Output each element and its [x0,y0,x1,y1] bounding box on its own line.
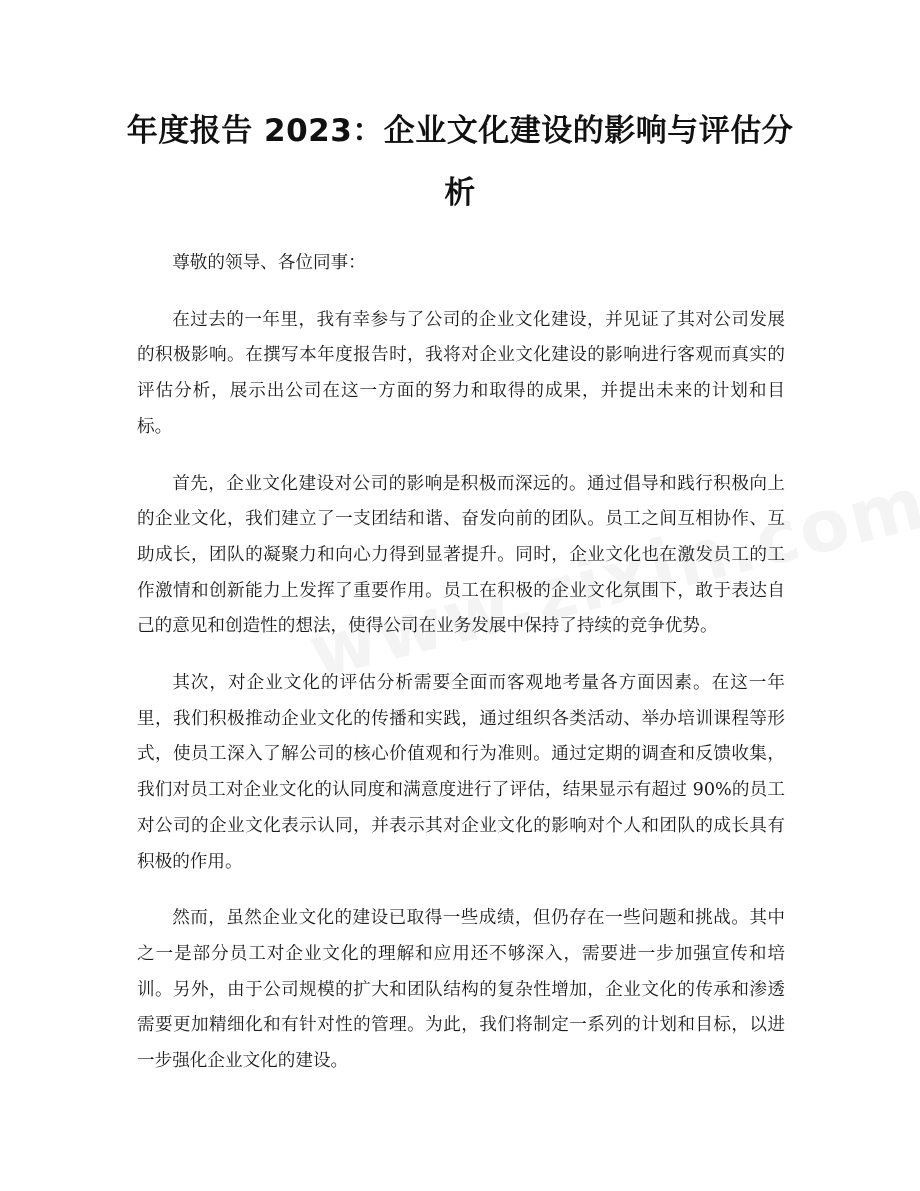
document-title: 年度报告 2023：企业文化建设的影响与评估分析 [126,113,794,211]
paragraph-intro: 在过去的一年里，我有幸参与了公司的企业文化建设，并见证了其对公司发展的积极影响。在撰写本年度报告时，我将对企业文化建设的影响进行客观而真实的评估分析，展示出公司在这一方面的努力和取得的成果，并提出未来的计划和目标。 [137,309,785,437]
document-body [137,246,785,1101]
paragraph-however: 然而，虽然企业文化的建设已取得一些成绩，但仍存在一些问题和挑战。其中之一是部分员工对企业文化的理解和应用还不够深入，需要进一步加强宣传和培训。另外，由于公司规模的扩大和团队结构的复杂性增加，企业文化的传承和渗透需要更加精细化和有针对性的管理。为此，我们将制定一系列的计划和目标，以进一步强化企业文化的建设。 [137,908,785,1072]
paragraph-second: 其次，对企业文化的评估分析需要全面而客观地考量各方面因素。在这一年里，我们积极推动企业文化的传播和实践，通过组织各类活动、举办培训课程等形式，使员工深入了解公司的核心价值观和行为准则。通过定期的调查和反馈收集，我们对员工对企业文化的认同度和满意度进行了评估，结果显示有超过 90%的员工对公司的企业文化表示认同，并表示其对企业文化的影响对个人和团队的成长具有积极的作用。 [137,673,785,872]
paragraph-first: 首先，企业文化建设对公司的影响是积极而深远的。通过倡导和践行积极向上的企业文化，我们建立了一支团结和谐、奋发向前的团队。员工之间互相协作、互助成长，团队的凝聚力和向心力得到显著提升。同时，企业文化也在激发员工的工作激情和创新能力上发挥了重要作用。员工在积极的企业文化氛围下，敢于表达自己的意见和创造性的想法，使得公司在业务发展中保持了持续的竞争优势。 [137,473,785,637]
salutation: 尊敬的领导、各位同事： [172,253,366,273]
